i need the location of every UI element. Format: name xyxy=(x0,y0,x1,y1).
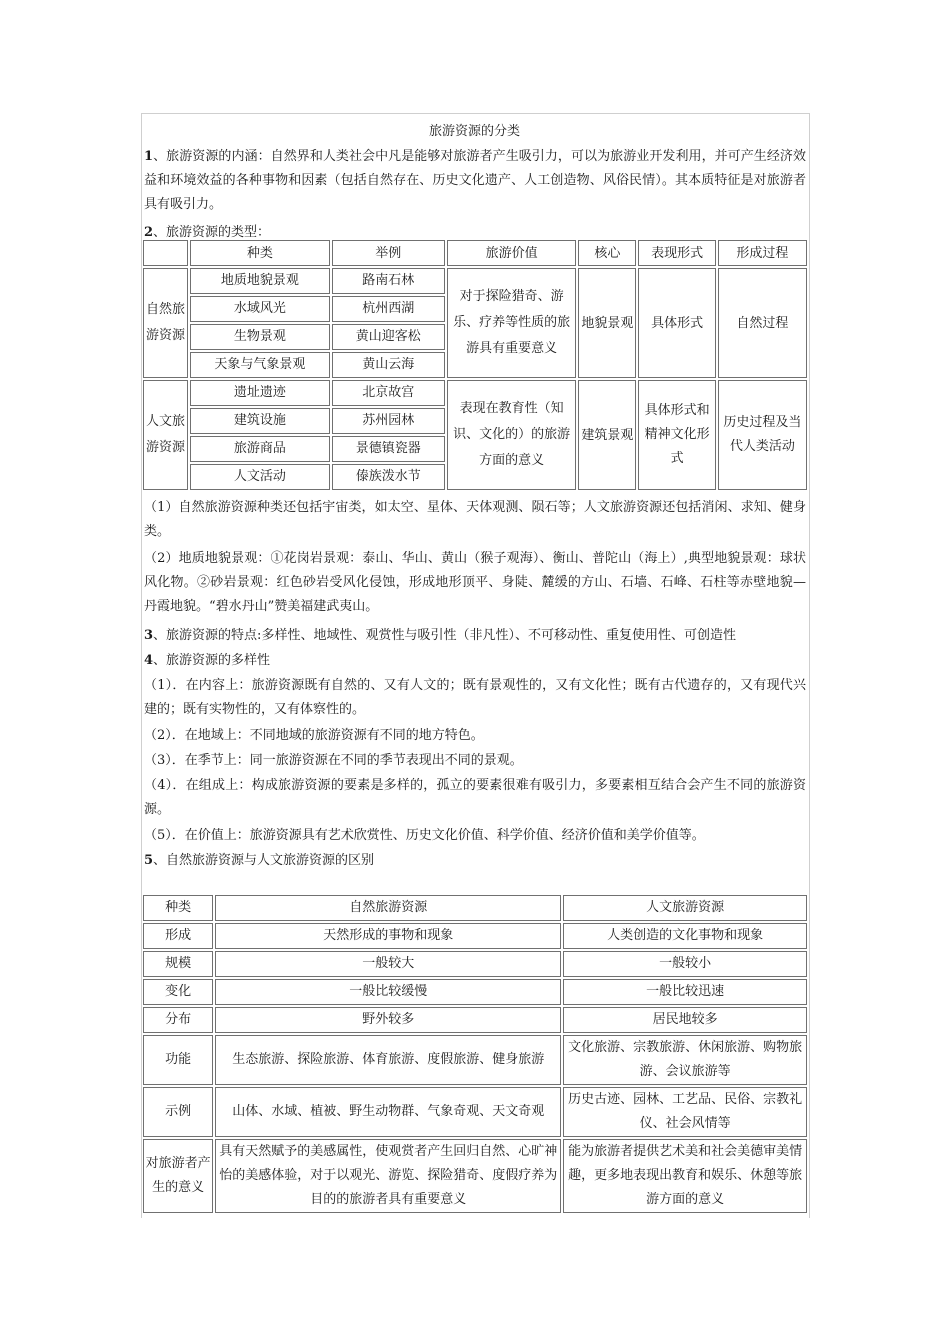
row-label: 形成 xyxy=(143,923,213,949)
section-4-item: （2）．在地域上：不同地域的旅游资源有不同的地方特色。 xyxy=(144,728,484,743)
example-cell: 杭州西湖 xyxy=(332,296,445,322)
table-row xyxy=(143,268,807,294)
natural-group-cell: 自然旅游资源 xyxy=(143,268,188,378)
section-4-number: 4 xyxy=(144,653,154,668)
natural-process-cell: 自然过程 xyxy=(718,268,807,378)
cultural-core-cell: 建筑景观 xyxy=(578,380,636,490)
table1-header: 种类 xyxy=(190,240,329,266)
table1-header: 举例 xyxy=(332,240,445,266)
natural-cell: 一般比较缓慢 xyxy=(215,979,561,1005)
comparison-table xyxy=(141,893,809,1215)
section-5-label: 、自然旅游资源与人文旅游资源的区别 xyxy=(153,853,375,868)
section-4-label: 、旅游资源的多样性 xyxy=(153,653,271,668)
natural-core-cell: 地貌景观 xyxy=(578,268,636,378)
natural-value-cell: 对于探险猎奇、游乐、疗养等性质的旅游具有重要意义 xyxy=(447,268,576,378)
natural-cell: 具有天然赋予的美感属性，使观赏者产生回归自然、心旷神怡的美感体验，对于以观光、游览、探险猎奇、度假疗养为目的的旅游者具有重要意义 xyxy=(215,1139,561,1213)
resource-type-table xyxy=(141,238,809,492)
cultural-cell: 历史古迹、园林、工艺品、民俗、宗教礼仪、社会风情等 xyxy=(563,1087,807,1137)
section-4-item: （5）．在价值上：旅游资源具有艺术欣赏性、历史文化价值、科学价值、经济价值和美学价值等。 xyxy=(144,828,705,843)
category-cell: 建筑设施 xyxy=(190,408,329,434)
cultural-cell: 居民地较多 xyxy=(563,1007,807,1033)
table-row xyxy=(143,1007,807,1033)
section-3 xyxy=(144,624,806,648)
section-1 xyxy=(144,145,806,217)
table1-header: 形成过程 xyxy=(718,240,807,266)
example-cell: 黄山迎客松 xyxy=(332,324,445,350)
cultural-cell: 文化旅游、宗教旅游、休闲旅游、购物旅游、会议旅游等 xyxy=(563,1035,807,1085)
row-label: 对旅游者产生的意义 xyxy=(143,1139,213,1213)
note-1: （1）自然旅游资源种类还包括宇宙类，如太空、星体、天体观测、陨石等；人文旅游资源还包括消闲、求知、健身类。 xyxy=(144,500,806,539)
section-3-number: 3 xyxy=(144,628,154,643)
table-row xyxy=(143,1035,807,1085)
section-4-item: （1）．在内容上：旅游资源既有自然的、又有人文的；既有景观性的，又有文化性；既有古代遗存的，又有现代兴建的；既有实物性的，又有体察性的。 xyxy=(144,678,806,717)
cultural-cell: 人类创造的文化事物和现象 xyxy=(563,923,807,949)
table-row xyxy=(143,951,807,977)
row-label: 功能 xyxy=(143,1035,213,1085)
page-title: 旅游资源的分类 xyxy=(428,124,520,139)
section-3-text: 多样性、地域性、观赏性与吸引性（非凡性）、不可移动性、重复使用性、可创造性 xyxy=(261,628,736,643)
natural-cell: 天然形成的事物和现象 xyxy=(215,923,561,949)
category-cell: 旅游商品 xyxy=(190,436,329,462)
cultural-value-cell: 表现在教育性（知识、文化的）的旅游方面的意义 xyxy=(447,380,576,490)
section-3-label: 、旅游资源的特点: xyxy=(153,628,262,643)
table1-header: 核心 xyxy=(578,240,636,266)
table-row xyxy=(143,923,807,949)
example-cell: 景德镇瓷器 xyxy=(332,436,445,462)
section-1-number: 1 xyxy=(144,149,154,164)
example-cell: 路南石林 xyxy=(332,268,445,294)
example-cell: 傣族泼水节 xyxy=(332,464,445,490)
section-4-item: （3）．在季节上：同一旅游资源在不同的季节表现出不同的景观。 xyxy=(144,753,523,768)
row-label: 变化 xyxy=(143,979,213,1005)
table2-header: 人文旅游资源 xyxy=(563,895,807,921)
example-cell: 黄山云海 xyxy=(332,352,445,378)
table2-header: 自然旅游资源 xyxy=(215,895,561,921)
table2-header-row xyxy=(143,895,807,921)
category-cell: 人文活动 xyxy=(190,464,329,490)
table-row xyxy=(143,380,807,406)
row-label: 示例 xyxy=(143,1087,213,1137)
table1-corner-cell xyxy=(143,240,188,266)
table-row xyxy=(143,979,807,1005)
row-label: 分布 xyxy=(143,1007,213,1033)
note-2: （2）地质地貌景观：①花岗岩景观：泰山、华山、黄山（猴子观海）、衡山、普陀山（海上）,典型地貌景观：球状风化物。②砂岩景观：红色砂岩受风化侵蚀，形成地形顶平、身陡、麓缓的方山、石墙、石峰、石柱等赤壁地貌—丹霞地貌。“碧水丹山”赞美福建武夷山。 xyxy=(144,551,806,614)
section-1-label: 、旅游资源的内涵： xyxy=(153,149,271,164)
category-cell: 遗址遗迹 xyxy=(190,380,329,406)
section-1-text: 自然界和人类社会中凡是能够对旅游者产生吸引力，可以为旅游业开发利用，并可产生经济效益和环境效益的各种事物和因素（包括自然存在、历史文化遗产、人工创造物、风俗民情）。其本质特征是对旅游者具有吸引力。 xyxy=(144,149,806,212)
table-row xyxy=(143,1139,807,1213)
section-2-label: 、旅游资源的类型： xyxy=(153,225,271,240)
natural-form-cell: 具体形式 xyxy=(638,268,715,378)
category-cell: 地质地貌景观 xyxy=(190,268,329,294)
table2-header: 种类 xyxy=(143,895,213,921)
row-label: 规模 xyxy=(143,951,213,977)
natural-cell: 山体、水域、植被、野生动物群、气象奇观、天文奇观 xyxy=(215,1087,561,1137)
cultural-form-cell: 具体形式和精神文化形式 xyxy=(638,380,715,490)
cultural-process-cell: 历史过程及当代人类活动 xyxy=(718,380,807,490)
section-2-number: 2 xyxy=(144,225,154,240)
cultural-group-cell: 人文旅游资源 xyxy=(143,380,188,490)
section-4-heading xyxy=(144,649,806,673)
section-4-item: （4）．在组成上：构成旅游资源的要素是多样的，孤立的要素很难有吸引力，多要素相互结合会产生不同的旅游资源。 xyxy=(144,778,806,817)
cultural-cell: 一般较小 xyxy=(563,951,807,977)
cultural-cell: 一般比较迅速 xyxy=(563,979,807,1005)
table1-header-row xyxy=(143,240,807,266)
category-cell: 水域风光 xyxy=(190,296,329,322)
table-row xyxy=(143,1087,807,1137)
cultural-cell: 能为旅游者提供艺术美和社会美德审美情趣，更多地表现出教育和娱乐、休憩等旅游方面的意义 xyxy=(563,1139,807,1213)
natural-cell: 野外较多 xyxy=(215,1007,561,1033)
section-5-number: 5 xyxy=(144,853,154,868)
section-5-heading xyxy=(144,849,806,873)
example-cell: 北京故宫 xyxy=(332,380,445,406)
example-cell: 苏州园林 xyxy=(332,408,445,434)
category-cell: 天象与气象景观 xyxy=(190,352,329,378)
natural-cell: 一般较大 xyxy=(215,951,561,977)
category-cell: 生物景观 xyxy=(190,324,329,350)
table1-header: 旅游价值 xyxy=(447,240,576,266)
natural-cell: 生态旅游、探险旅游、体育旅游、度假旅游、健身旅游 xyxy=(215,1035,561,1085)
table1-header: 表现形式 xyxy=(638,240,715,266)
